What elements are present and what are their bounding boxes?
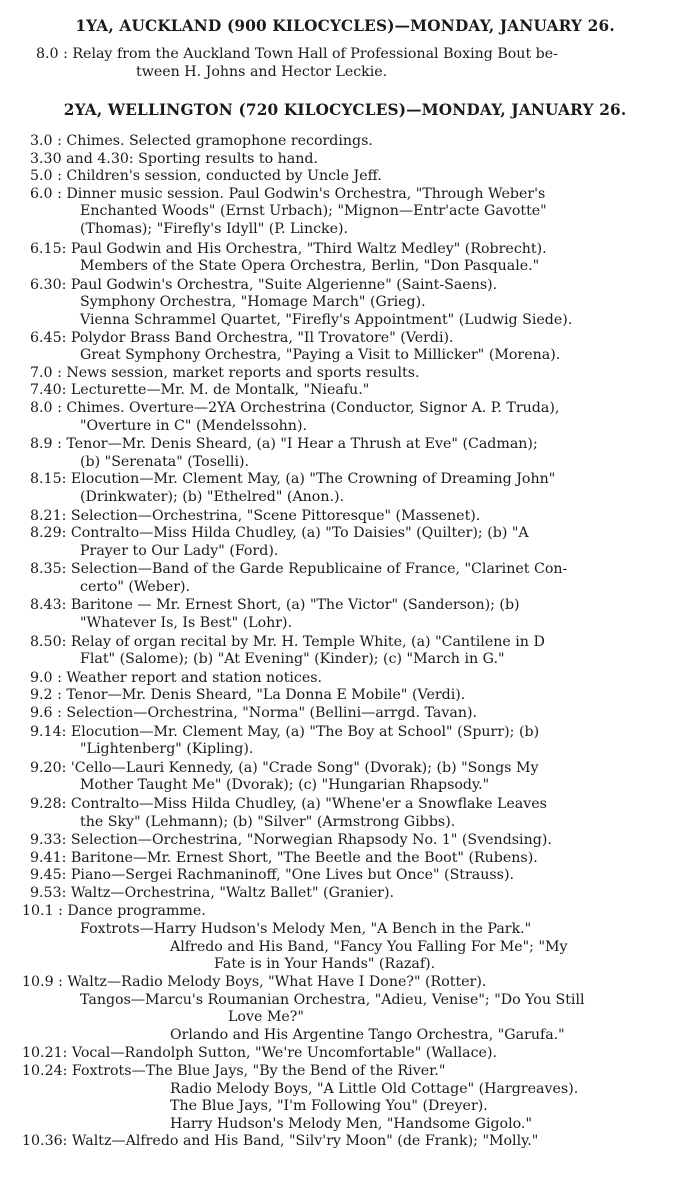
program-line: 5.0 : Children's session, conducted by Uncle Jeff. — [30, 168, 382, 185]
program-line: 8.29: Contralto—Miss Hilda Chudley, (a) "To Daisies" (Quilter); (b) "A — [30, 525, 529, 542]
program-line: Tangos—Marcu's Roumanian Orchestra, "Adieu, Venise"; "Do You Still — [80, 991, 585, 1008]
program-line: 7.0 : News session, market reports and sports results. — [30, 364, 420, 381]
program-line: 8.15: Elocution—Mr. Clement May, (a) "The Crowning of Dreaming John" — [30, 471, 556, 488]
program-line: 8.50: Relay of organ recital by Mr. H. Temple White, (a) "Cantilene in D — [30, 633, 545, 650]
program-line: Radio Melody Boys, "A Little Old Cottage" (Hargreaves). — [170, 1080, 579, 1097]
program-line: Mother Taught Me" (Dvorak); (c) "Hungarian Rhapsody." — [80, 777, 490, 794]
program-line: tween H. Johns and Hector Leckie. — [136, 64, 388, 80]
program-line: Fate is in Your Hands" (Razaf). — [214, 956, 436, 973]
program-line: 9.20: 'Cello—Lauri Kennedy, (a) "Crade Song" (Dvorak); (b) "Songs My — [30, 759, 539, 776]
program-line: certo" (Weber). — [80, 578, 191, 595]
program-line: 9.2 : Tenor—Mr. Denis Sheard, "La Donna E Mobile" (Verdi). — [30, 687, 466, 704]
program-line: 8.0 : Relay from the Auckland Town Hall of Professional Boxing Bout be- — [36, 46, 558, 62]
program-line: Prayer to Our Lady" (Ford). — [80, 542, 279, 559]
program-line: 8.35: Selection—Band of the Garde Republicaine of France, "Clarinet Con- — [30, 561, 568, 578]
station-heading-1ya: 1YA, AUCKLAND (900 KILOCYCLES)—MONDAY, JANUARY 26. — [75, 16, 615, 35]
program-line: 6.30: Paul Godwin's Orchestra, "Suite Algerienne" (Saint-Saens). — [30, 276, 498, 293]
program-line: Foxtrots—Harry Hudson's Melody Men, "A Bench in the Park." — [80, 921, 532, 938]
program-line: 9.6 : Selection—Orchestrina, "Norma" (Bellini—arrgd. Tavan). — [30, 705, 477, 722]
program-line: Harry Hudson's Melody Men, "Handsome Gigolo." — [170, 1115, 532, 1132]
program-line: 9.14: Elocution—Mr. Clement May, (a) "The Boy at School" (Spurr); (b) — [30, 723, 540, 740]
program-line: Alfredo and His Band, "Fancy You Falling For Me"; "My — [170, 938, 568, 955]
program-line: 9.45: Piano—Sergei Rachmaninoff, "One Lives but Once" (Strauss). — [30, 867, 514, 884]
program-line: 9.28: Contralto—Miss Hilda Chudley, (a) "Whene'er a Snowflake Leaves — [30, 796, 547, 813]
program-line: (Thomas); "Firefly's Idyll" (P. Lincke). — [80, 220, 349, 237]
program-line: 10.9 : Waltz—Radio Melody Boys, "What Have I Done?" (Rotter). — [22, 974, 487, 990]
program-line: 9.0 : Weather report and station notices. — [30, 669, 323, 686]
program-line: 8.9 : Tenor—Mr. Denis Sheard, (a) "I Hear a Thrush at Eve" (Cadman); — [30, 436, 538, 453]
program-line: Orlando and His Argentine Tango Orchestra, "Garufa." — [170, 1026, 565, 1043]
program-line: (Drinkwater); (b) "Ethelred" (Anon.). — [80, 488, 345, 505]
program-line: 9.33: Selection—Orchestrina, "Norwegian Rhapsody No. 1" (Svendsing). — [30, 832, 552, 849]
program-line: 8.21: Selection—Orchestrina, "Scene Pittoresque" (Massenet). — [30, 507, 481, 524]
program-line: (b) "Serenata" (Toselli). — [80, 453, 250, 470]
program-line: 3.30 and 4.30: Sporting results to hand. — [30, 150, 318, 167]
program-line: 7.40: Lecturette—Mr. M. de Montalk, "Nieafu." — [30, 382, 370, 399]
program-line: 8.0 : Chimes. Overture—2YA Orchestrina (Conductor, Signor A. P. Truda), — [30, 399, 560, 416]
program-line: 9.41: Baritone—Mr. Ernest Short, "The Beetle and the Boot" (Rubens). — [30, 849, 538, 866]
program-line: 10.1 : Dance programme. — [22, 902, 206, 919]
program-line: Members of the State Opera Orchestra, Berlin, "Don Pasquale." — [80, 258, 540, 275]
program-line: Love Me?" — [228, 1009, 304, 1026]
program-line: 3.0 : Chimes. Selected gramophone recordings. — [30, 132, 373, 149]
program-line: Symphony Orchestra, "Homage March" (Grieg). — [80, 294, 426, 311]
program-line: "Overture in C" (Mendelssohn). — [80, 417, 307, 434]
program-line: 10.36: Waltz—Alfredo and His Band, "Silv'ry Moon" (de Frank); "Molly." — [22, 1133, 539, 1150]
program-line: Vienna Schrammel Quartet, "Firefly's Appointment" (Ludwig Siede). — [80, 311, 573, 328]
program-line: 6.0 : Dinner music session. Paul Godwin's Orchestra, "Through Weber's — [30, 185, 546, 202]
program-line: 10.24: Foxtrots—The Blue Jays, "By the Bend of the River." — [22, 1063, 446, 1079]
program-line: 6.45: Polydor Brass Band Orchestra, "Il Trovatore" (Verdi). — [30, 329, 454, 346]
program-line: the Sky" (Lehmann); (b) "Silver" (Armstrong Gibbs). — [80, 813, 456, 830]
program-line: 6.15: Paul Godwin and His Orchestra, "Third Waltz Medley" (Robrecht). — [30, 240, 547, 257]
program-line: 8.43: Baritone — Mr. Ernest Short, (a) "The Victor" (Sanderson); (b) — [30, 597, 520, 614]
program-line: "Lightenberg" (Kipling). — [80, 741, 254, 758]
program-line: 10.21: Vocal—Randolph Sutton, "We're Uncomfortable" (Wallace). — [22, 1045, 497, 1062]
program-line: Flat" (Salome); (b) "At Evening" (Kinder); (c) "March in G." — [80, 651, 505, 668]
program-line: Enchanted Woods" (Ernst Urbach); "Mignon—Entr'acte Gavotte" — [80, 203, 547, 220]
program-line: "Whatever Is, Is Best" (Lohr). — [80, 615, 293, 632]
program-line: Great Symphony Orchestra, "Paying a Visit to Millicker" (Morena). — [80, 347, 561, 364]
program-line: The Blue Jays, "I'm Following You" (Dreyer). — [170, 1098, 488, 1115]
station-heading-2ya: 2YA, WELLINGTON (720 KILOCYCLES)—MONDAY, JANUARY 26. — [63, 100, 627, 119]
program-line: 9.53: Waltz—Orchestrina, "Waltz Ballet" (Granier). — [30, 885, 395, 902]
